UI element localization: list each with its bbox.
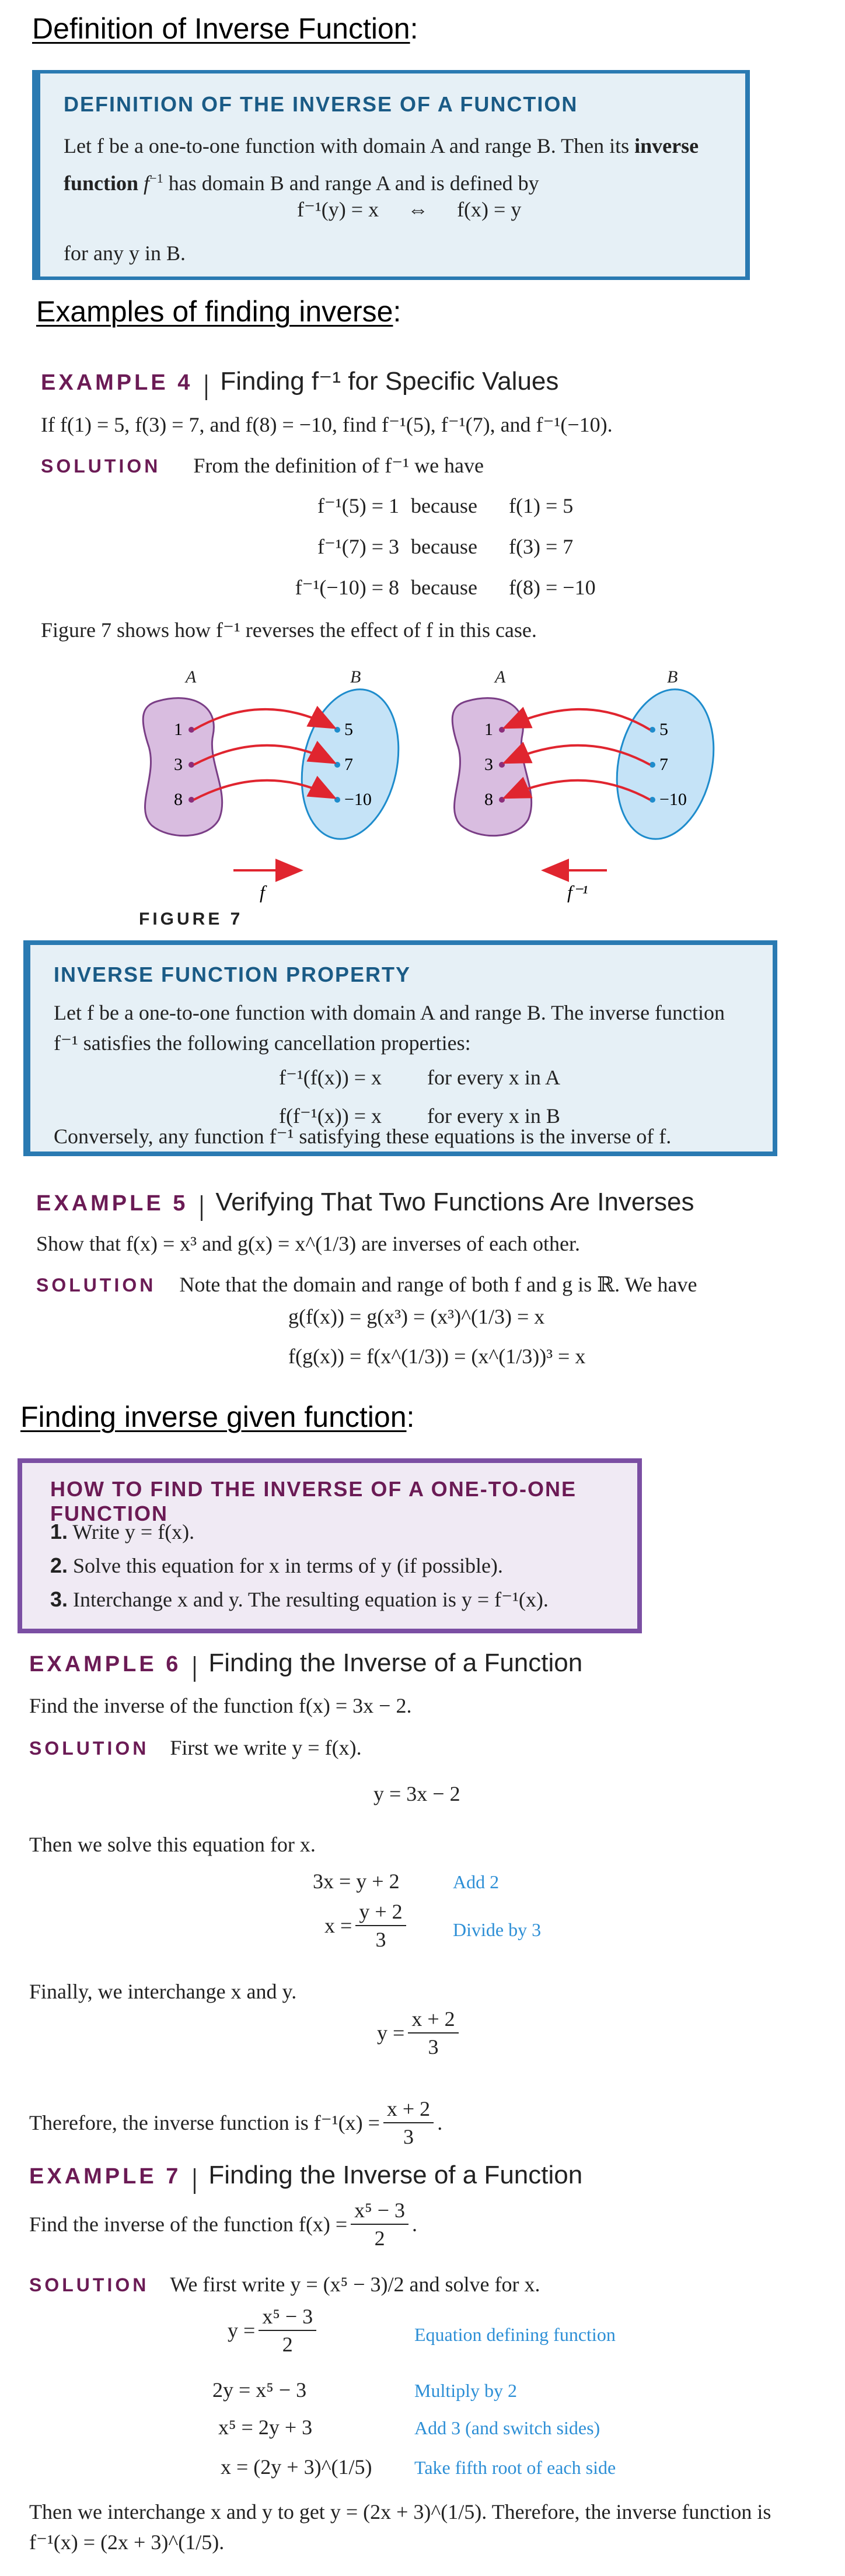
fig7-right-a-label: A	[495, 667, 506, 687]
fig7-right-b2: 7	[659, 755, 668, 774]
fig7-right-a3: 8	[484, 790, 493, 809]
example7-note4: Take fifth root of each side	[414, 2457, 616, 2478]
figure7	[0, 659, 845, 933]
property-box: INVERSE FUNCTION PROPERTY Let f be a one-to-one function with domain A and range B. The inverse function f⁻¹ satisfies the following cancellation properties: f⁻¹(f(x)) = x for every x in A f(f⁻¹(x)) = x for every x in B Conversely, any function f⁻¹ satisfying these equations is the inverse of f.	[23, 940, 777, 1156]
example6-header: EXAMPLE 6 Finding the Inverse of a Function	[29, 1648, 582, 1682]
example5-solution: SOLUTION Note that the domain and range of both f and g is ℝ. We have	[36, 1273, 697, 1296]
example7-note2: Multiply by 2	[414, 2380, 518, 2401]
example7-step4: x = (2y + 3)^(1/5)	[221, 2455, 372, 2479]
property-text1: Let f be a one-to-one function with domain A and range B. The inverse function	[54, 1001, 725, 1024]
example7-title: Finding the Inverse of a Function	[208, 2161, 583, 2189]
example6-problem: Find the inverse of the function f(x) = 3x − 2.	[29, 1694, 412, 1717]
example6-step1: 3x = y + 2	[313, 1870, 400, 1893]
example7-step3: x⁵ = 2y + 3	[218, 2416, 313, 2439]
example6-note1: Add 2	[453, 1871, 500, 1892]
fig7-left-map-label: f	[260, 881, 265, 902]
example4-header: EXAMPLE 4 Finding f⁻¹ for Specific Values	[41, 366, 558, 400]
section-heading-finding: Finding inverse given function:	[20, 1401, 415, 1433]
howto-step-1: 1. Write y = f(x).	[50, 1520, 195, 1544]
example5-title: Verifying That Two Functions Are Inverses	[215, 1188, 694, 1216]
fig7-right-a1: 1	[484, 720, 493, 739]
example4-solution: SOLUTION From the definition of f⁻¹ we have	[41, 454, 484, 477]
howto-heading: HOW TO FIND THE INVERSE OF A ONE-TO-ONE FUNCTION	[50, 1477, 577, 1525]
fig7-left-a1: 1	[174, 720, 183, 739]
definition-formula: f⁻¹(y) = x ⇔ f(x) = y	[297, 198, 522, 221]
figure7-left-diagram	[143, 667, 411, 902]
example6-then: Then we solve this equation for x.	[29, 1833, 316, 1856]
example7-note3: Add 3 (and switch sides)	[414, 2417, 600, 2438]
property-text3: Conversely, any function f⁻¹ satisfying these equations is the inverse of f.	[54, 1125, 672, 1148]
example7-note1: Equation defining function	[414, 2324, 616, 2345]
fig7-right-b1: 5	[659, 720, 668, 739]
fig7-right-b-label: B	[667, 667, 678, 687]
definition-heading: DEFINITION OF THE INVERSE OF A FUNCTION	[64, 92, 578, 116]
example6-eq-y: y = 3x − 2	[373, 1782, 460, 1805]
example7-problem: Find the inverse of the function f(x) = $\frac{\text{x⁵ − 3}}{2}$ .	[29, 2199, 418, 2250]
example5-header: EXAMPLE 5 Verifying That Two Functions Are Inverses	[36, 1188, 694, 1221]
example7-step2: 2y = x⁵ − 3	[212, 2378, 307, 2402]
section-heading-examples: Examples of finding inverse:	[36, 295, 401, 328]
fig7-left-b3: −10	[344, 790, 372, 809]
fig7-left-a3: 8	[174, 790, 183, 809]
example6-finally: Finally, we interchange x and y.	[29, 1980, 297, 2003]
example4-problem: If f(1) = 5, f(3) = 7, and f(8) = −10, find f⁻¹(5), f⁻¹(7), and f⁻¹(−10).	[41, 413, 613, 436]
example5-eq2: f(g(x)) = f(x^(1/3)) = (x^(1/3))³ = x	[288, 1345, 586, 1368]
example6-title: Finding the Inverse of a Function	[208, 1648, 583, 1677]
example7-header: EXAMPLE 7 Finding the Inverse of a Function	[29, 2161, 582, 2194]
fig7-right-map-label: f⁻¹	[567, 881, 588, 902]
example7-conclusion1: Then we interchange x and y to get y = (2x + 3)^(1/5). Therefore, the inverse function is	[29, 2500, 771, 2524]
howto-step-2: 2. Solve this equation for x in terms of y (if possible).	[50, 1553, 503, 1577]
figure7-right-diagram	[452, 667, 727, 902]
howto-step-3: 3. Interchange x and y. The resulting equation is y = f⁻¹(x).	[50, 1587, 549, 1611]
fig7-left-a2: 3	[174, 755, 183, 774]
fig7-left-b2: 7	[344, 755, 353, 774]
property-text2: f⁻¹ satisfies the following cancellation properties:	[54, 1031, 471, 1055]
section-heading-definition: Definition of Inverse Function:	[32, 12, 418, 45]
fig7-left-b-label: B	[350, 667, 361, 687]
example6-therefore: Therefore, the inverse function is f⁻¹(x) = $\frac{x + 2}{3}$ .	[29, 2097, 443, 2148]
example7-step1: y = $\frac{\text{x⁵ − 3}}{2}$	[228, 2304, 320, 2357]
example6-step2: x = $\frac{y + 2}{3}$	[324, 1899, 410, 1952]
fig7-right-b3: −10	[659, 790, 687, 809]
fig7-left-a-label: A	[186, 667, 197, 687]
definition-box	[32, 70, 750, 280]
example7-conclusion2: f⁻¹(x) = (2x + 3)^(1/5).	[29, 2530, 225, 2554]
example7-solution: SOLUTION We first write y = (x⁵ − 3)/2 and solve for x.	[29, 2273, 540, 2296]
figure7-caption: FIGURE 7	[139, 909, 243, 929]
example6-eq-final: y = $\frac{x + 2}{3}$	[377, 2007, 462, 2059]
example5-eq1: g(f(x)) = g(x³) = (x³)^(1/3) = x	[288, 1305, 545, 1328]
example6-solution: SOLUTION First we write y = f(x).	[29, 1736, 362, 1759]
example4-title: Finding f⁻¹ for Specific Values	[220, 367, 559, 396]
example6-note2: Divide by 3	[453, 1919, 542, 1940]
fig7-right-a2: 3	[484, 755, 493, 774]
definition-text: Let f be a one-to-one function with domain A and range B. Then its inverse function $f^{-1}$ has domain B and range A and is defined by	[64, 134, 699, 195]
example5-problem: Show that f(x) = x³ and g(x) = x^(1/3) are inverses of each other.	[36, 1232, 581, 1255]
definition-footer: for any y in B.	[64, 242, 186, 265]
fig7-left-b1: 5	[344, 720, 353, 739]
property-heading: INVERSE FUNCTION PROPERTY	[54, 963, 411, 986]
example4-figure-note: Figure 7 shows how f⁻¹ reverses the effect of f in this case.	[41, 618, 537, 642]
howto-box	[18, 1458, 642, 1633]
